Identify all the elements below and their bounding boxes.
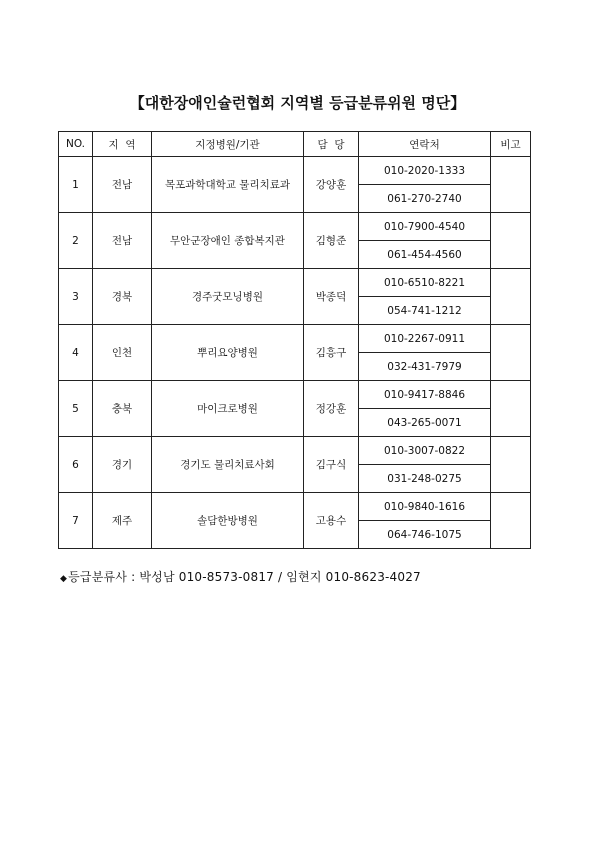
footnote <box>60 568 421 585</box>
cell-mobile-phone: 010-3007-0822 <box>359 437 491 465</box>
cell-manager: 고용수 <box>304 493 359 549</box>
cell-region: 경북 <box>93 269 152 325</box>
cell-mobile-phone: 010-7900-4540 <box>359 213 491 241</box>
cell-mobile-phone: 010-6510-8221 <box>359 269 491 297</box>
cell-office-phone: 061-454-4560 <box>359 241 491 269</box>
table-header-row <box>59 132 531 157</box>
cell-institution: 경기도 물리치료사회 <box>152 437 304 493</box>
cell-manager: 정강훈 <box>304 381 359 437</box>
cell-note <box>491 325 531 381</box>
committee-table <box>58 131 531 549</box>
cell-no: 7 <box>59 493 93 549</box>
table-row <box>59 325 531 353</box>
cell-no: 1 <box>59 157 93 213</box>
cell-region: 경기 <box>93 437 152 493</box>
header-note: 비고 <box>491 132 531 157</box>
table-row <box>59 213 531 241</box>
table-body <box>59 157 531 549</box>
header-institution: 지정병원/기관 <box>152 132 304 157</box>
cell-no: 2 <box>59 213 93 269</box>
cell-institution: 솔담한방병원 <box>152 493 304 549</box>
cell-institution: 경주굿모닝병원 <box>152 269 304 325</box>
cell-office-phone: 064-746-1075 <box>359 521 491 549</box>
cell-mobile-phone: 010-9417-8846 <box>359 381 491 409</box>
diamond-bullet-icon: ◆ <box>60 574 68 584</box>
table-row <box>59 381 531 409</box>
cell-institution: 무안군장애인 종합복지관 <box>152 213 304 269</box>
cell-mobile-phone: 010-2267-0911 <box>359 325 491 353</box>
cell-no: 6 <box>59 437 93 493</box>
cell-no: 4 <box>59 325 93 381</box>
table-row <box>59 269 531 297</box>
header-no: NO. <box>59 132 93 157</box>
cell-manager: 김구식 <box>304 437 359 493</box>
cell-mobile-phone: 010-9840-1616 <box>359 493 491 521</box>
cell-note <box>491 381 531 437</box>
header-region: 지 역 <box>93 132 152 157</box>
cell-office-phone: 061-270-2740 <box>359 185 491 213</box>
cell-no: 3 <box>59 269 93 325</box>
cell-office-phone: 031-248-0275 <box>359 465 491 493</box>
cell-institution: 마이크로병원 <box>152 381 304 437</box>
cell-region: 제주 <box>93 493 152 549</box>
cell-region: 충북 <box>93 381 152 437</box>
cell-manager: 박종덕 <box>304 269 359 325</box>
cell-mobile-phone: 010-2020-1333 <box>359 157 491 185</box>
table-row <box>59 493 531 521</box>
cell-office-phone: 043-265-0071 <box>359 409 491 437</box>
cell-office-phone: 054-741-1212 <box>359 297 491 325</box>
footnote-text: 등급분류사 : 박성남 010-8573-0817 / 임현지 010-8623-4027 <box>68 570 421 584</box>
cell-no: 5 <box>59 381 93 437</box>
cell-region: 인천 <box>93 325 152 381</box>
cell-manager: 김형준 <box>304 213 359 269</box>
cell-manager: 강양훈 <box>304 157 359 213</box>
cell-note <box>491 437 531 493</box>
header-manager: 담 당 <box>304 132 359 157</box>
cell-region: 전남 <box>93 157 152 213</box>
cell-office-phone: 032-431-7979 <box>359 353 491 381</box>
cell-note <box>491 213 531 269</box>
table-row <box>59 437 531 465</box>
cell-region: 전남 <box>93 213 152 269</box>
cell-note <box>491 493 531 549</box>
cell-note <box>491 269 531 325</box>
header-contact: 연락처 <box>359 132 491 157</box>
cell-manager: 김흥구 <box>304 325 359 381</box>
page-title: 【대한장애인슐런협회 지역별 등급분류위원 명단】 <box>129 94 466 112</box>
table-row <box>59 157 531 185</box>
cell-institution: 목포과학대학교 물리치료과 <box>152 157 304 213</box>
cell-institution: 뿌리요양병원 <box>152 325 304 381</box>
cell-note <box>491 157 531 213</box>
